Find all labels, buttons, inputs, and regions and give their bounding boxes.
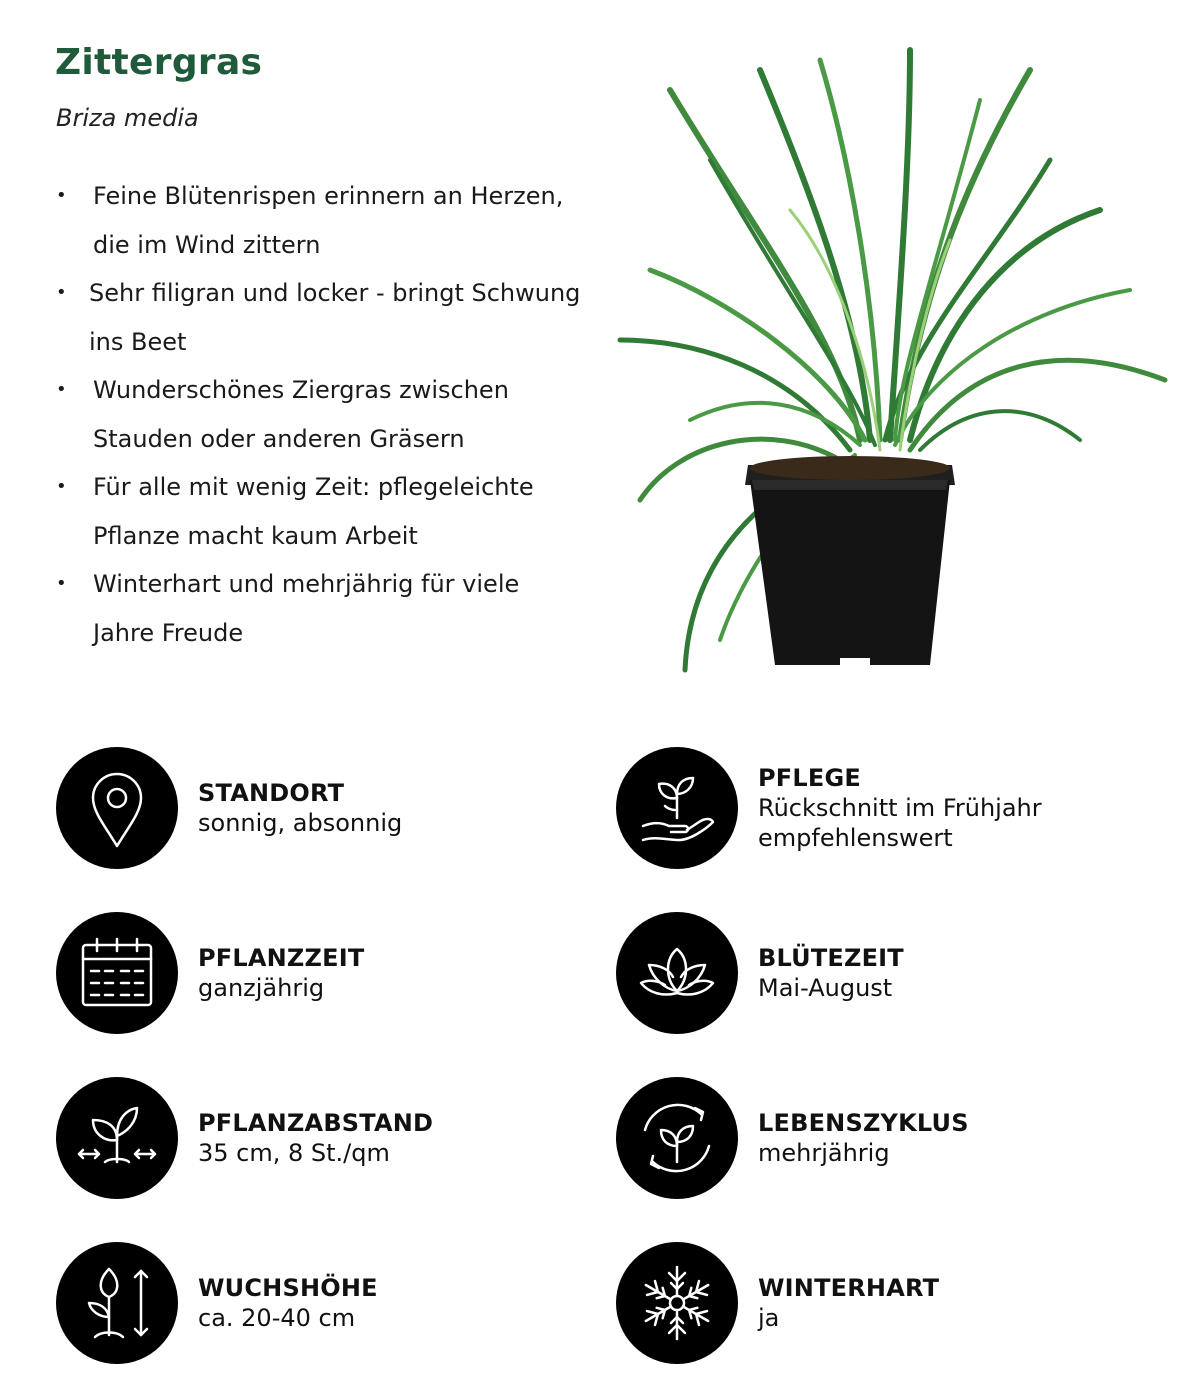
calendar-icon xyxy=(56,912,178,1034)
snowflake-icon xyxy=(616,1242,738,1364)
info-lebenszyklus xyxy=(616,1077,1136,1199)
info-label: LEBENSZYKLUS xyxy=(758,1109,969,1137)
info-bluetezeit xyxy=(616,912,1136,1034)
feature-line: Feine Blütenrispen erinnern an Herzen, xyxy=(93,182,564,210)
info-value: mehrjährig xyxy=(758,1139,890,1167)
feature-line: Jahre Freude xyxy=(93,618,244,647)
info-winterhart xyxy=(616,1242,1136,1364)
pot xyxy=(745,456,955,666)
info-value: Rückschnitt im Frühjahr xyxy=(758,794,1042,822)
cycle-seedling-icon xyxy=(616,1077,738,1199)
product-title: Zittergras xyxy=(55,42,263,83)
feature-list xyxy=(56,172,596,657)
info-value: sonnig, absonnig xyxy=(198,809,403,837)
feature-item xyxy=(56,560,596,657)
feature-line: Für alle mit wenig Zeit: pflegeleichte xyxy=(93,473,534,501)
plant-height-icon xyxy=(56,1242,178,1364)
feature-line: Winterhart und mehrjährig für viele xyxy=(93,570,520,598)
feature-line: die im Wind zittern xyxy=(93,230,321,259)
info-value: Mai-August xyxy=(758,974,893,1002)
plant-image xyxy=(610,40,1180,680)
info-label: STANDORT xyxy=(198,779,345,807)
feature-line: Stauden oder anderen Gräsern xyxy=(93,424,465,453)
info-pflanzzeit xyxy=(56,912,576,1034)
feature-line: Sehr filigran und locker - bringt Schwung xyxy=(89,279,581,307)
info-value-line2: empfehlenswert xyxy=(758,824,953,852)
feature-item xyxy=(56,463,596,560)
feature-line: Pflanze macht kaum Arbeit xyxy=(93,521,418,550)
feature-item xyxy=(56,269,596,366)
info-label: WUCHSHÖHE xyxy=(198,1274,378,1302)
feature-item xyxy=(56,366,596,463)
latin-name: Briza media xyxy=(56,104,199,132)
feature-line: Wunderschönes Ziergras zwischen xyxy=(93,376,509,404)
lotus-flower-icon xyxy=(616,912,738,1034)
info-pflanzabstand xyxy=(56,1077,576,1199)
info-wuchshoehe xyxy=(56,1242,576,1364)
info-value: ganzjährig xyxy=(198,974,325,1002)
hand-seedling-icon xyxy=(616,747,738,869)
info-label: PFLANZABSTAND xyxy=(198,1109,434,1137)
info-value: ca. 20-40 cm xyxy=(198,1304,356,1332)
location-pin-icon xyxy=(56,747,178,869)
info-label: PFLANZZEIT xyxy=(198,944,365,972)
info-standort xyxy=(56,747,576,869)
info-pflege xyxy=(616,747,1136,869)
info-label: PFLEGE xyxy=(758,764,861,792)
info-label: WINTERHART xyxy=(758,1274,940,1302)
seedling-spacing-icon xyxy=(56,1077,178,1199)
info-value: ja xyxy=(758,1304,780,1332)
info-label: BLÜTEZEIT xyxy=(758,944,904,972)
info-value: 35 cm, 8 St./qm xyxy=(198,1139,390,1167)
feature-line: ins Beet xyxy=(89,327,187,356)
feature-item xyxy=(56,172,596,269)
